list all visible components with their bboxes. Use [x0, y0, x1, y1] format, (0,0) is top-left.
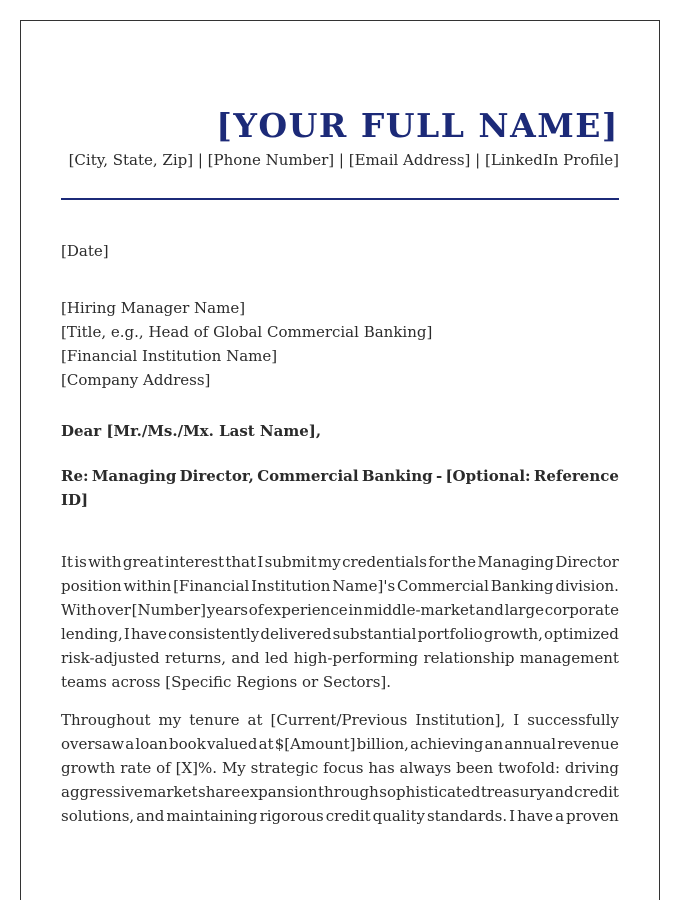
word: management	[519, 649, 619, 667]
word: has	[368, 759, 395, 777]
word: credit	[574, 783, 619, 801]
word: consistently	[168, 625, 260, 643]
word: substantial	[332, 625, 417, 643]
word: credentials	[342, 553, 427, 571]
word: delivered	[260, 625, 332, 643]
word: Throughout	[61, 711, 151, 729]
word: credit	[325, 807, 371, 825]
subject-line-2: ID]	[61, 491, 89, 509]
word: large	[504, 601, 544, 619]
word: valued	[207, 735, 258, 753]
word: and	[136, 807, 165, 825]
word: $[Amount]	[274, 735, 356, 753]
word: solutions,	[61, 807, 135, 825]
word: Managing	[477, 553, 554, 571]
paragraph-line	[61, 646, 619, 670]
word: Name]'s	[332, 577, 396, 595]
paragraph-line	[61, 598, 619, 622]
word: lending,	[61, 625, 123, 643]
word: portfolio	[417, 625, 483, 643]
contact-line: [City, State, Zip] | [Phone Number] | [Email Address] | [LinkedIn Profile]	[68, 151, 619, 169]
word: that	[225, 553, 257, 571]
word: book	[169, 735, 206, 753]
word: [Financial	[173, 577, 250, 595]
paragraph-line	[61, 804, 619, 828]
word: Institution	[251, 577, 331, 595]
word: I	[513, 711, 520, 729]
recipient-institution: [Financial Institution Name]	[61, 347, 278, 365]
word: my	[158, 711, 182, 729]
paragraph-1	[61, 550, 619, 694]
salutation: Dear [Mr./Ms./Mx. Last Name],	[61, 422, 322, 440]
word: I	[123, 625, 130, 643]
word: expansion	[240, 783, 318, 801]
word: [Optional:	[445, 467, 531, 485]
word: years	[206, 601, 248, 619]
word: Banking	[361, 467, 433, 485]
word: billion,	[356, 735, 409, 753]
word: Re:	[61, 467, 89, 485]
word: Commercial	[396, 577, 489, 595]
paragraph-line: teams across [Specific Regions or Sectors].	[61, 673, 392, 691]
paragraph-line	[61, 574, 619, 598]
word: Banking	[490, 577, 554, 595]
word: With	[61, 601, 97, 619]
subject-line	[61, 464, 619, 512]
word: strategic	[250, 759, 319, 777]
word: experience	[264, 601, 348, 619]
word: my	[318, 553, 341, 571]
word: rigorous	[259, 807, 324, 825]
word: maintaining	[166, 807, 258, 825]
word: standards.	[426, 807, 508, 825]
subject-line-1	[61, 464, 619, 488]
paragraph-2	[61, 708, 619, 828]
header-divider	[61, 198, 619, 200]
word: [Current/Previous	[270, 711, 408, 729]
word: [X]%.	[175, 759, 218, 777]
word: have	[517, 807, 554, 825]
recipient-name: [Hiring Manager Name]	[61, 299, 246, 317]
paragraph-line	[61, 708, 619, 732]
word: successfully	[527, 711, 619, 729]
word: a	[555, 807, 565, 825]
word: the	[451, 553, 477, 571]
word: growth,	[483, 625, 543, 643]
word: quality	[372, 807, 425, 825]
word: with	[88, 553, 122, 571]
word: Institution],	[415, 711, 506, 729]
word: aggressive	[61, 783, 143, 801]
word: submit	[264, 553, 317, 571]
word: focus	[323, 759, 364, 777]
word: risk-adjusted	[61, 649, 160, 667]
applicant-name: [YOUR FULL NAME]	[216, 106, 619, 145]
paragraph-line	[61, 780, 619, 804]
word: of	[248, 601, 264, 619]
word: a	[125, 735, 135, 753]
word: [Number]	[131, 601, 207, 619]
word: proven	[566, 807, 619, 825]
word: in	[348, 601, 363, 619]
word: share	[198, 783, 241, 801]
word: Director,	[179, 467, 254, 485]
recipient-address: [Company Address]	[61, 371, 211, 389]
word: market	[143, 783, 198, 801]
word: treasury	[480, 783, 545, 801]
word: within	[123, 577, 172, 595]
word: is	[74, 553, 87, 571]
word: at	[247, 711, 263, 729]
word: middle-market	[363, 601, 475, 619]
word: high-performing	[293, 649, 419, 667]
word: division.	[555, 577, 619, 595]
paragraph-line	[61, 622, 619, 646]
letter-date: [Date]	[61, 242, 109, 260]
word: led	[264, 649, 289, 667]
recipient-block	[61, 296, 432, 392]
word: I	[257, 553, 264, 571]
paragraph-line	[61, 756, 619, 780]
word: achieving	[410, 735, 484, 753]
word: optimized	[544, 625, 619, 643]
word: and	[545, 783, 574, 801]
word: and	[475, 601, 504, 619]
word: revenue	[557, 735, 619, 753]
word: I	[509, 807, 516, 825]
word: and	[231, 649, 260, 667]
word: through	[318, 783, 379, 801]
word: always	[399, 759, 452, 777]
word: for	[428, 553, 451, 571]
word: annual	[504, 735, 557, 753]
word: Commercial	[257, 467, 359, 485]
word: sophisticated	[379, 783, 481, 801]
word: an	[484, 735, 504, 753]
word: driving	[564, 759, 619, 777]
word: Managing	[91, 467, 177, 485]
word: been	[456, 759, 494, 777]
word: tenure	[189, 711, 240, 729]
word: My	[221, 759, 246, 777]
word: at	[258, 735, 274, 753]
word: twofold:	[498, 759, 560, 777]
word: Director	[555, 553, 619, 571]
word: have	[130, 625, 167, 643]
word: relationship	[423, 649, 515, 667]
word: over	[97, 601, 131, 619]
word: growth	[61, 759, 116, 777]
document-page	[20, 20, 660, 900]
recipient-title: [Title, e.g., Head of Global Commercial Banking]	[61, 323, 433, 341]
word: Reference	[533, 467, 619, 485]
word: -	[435, 467, 443, 485]
word: corporate	[544, 601, 619, 619]
word: great	[122, 553, 164, 571]
word: oversaw	[61, 735, 125, 753]
word: loan	[135, 735, 168, 753]
paragraph-line	[61, 550, 619, 574]
word: It	[61, 553, 73, 571]
word: of	[156, 759, 171, 777]
word: interest	[164, 553, 224, 571]
paragraph-line	[61, 732, 619, 756]
word: rate	[120, 759, 152, 777]
word: position	[61, 577, 122, 595]
word: returns,	[164, 649, 227, 667]
